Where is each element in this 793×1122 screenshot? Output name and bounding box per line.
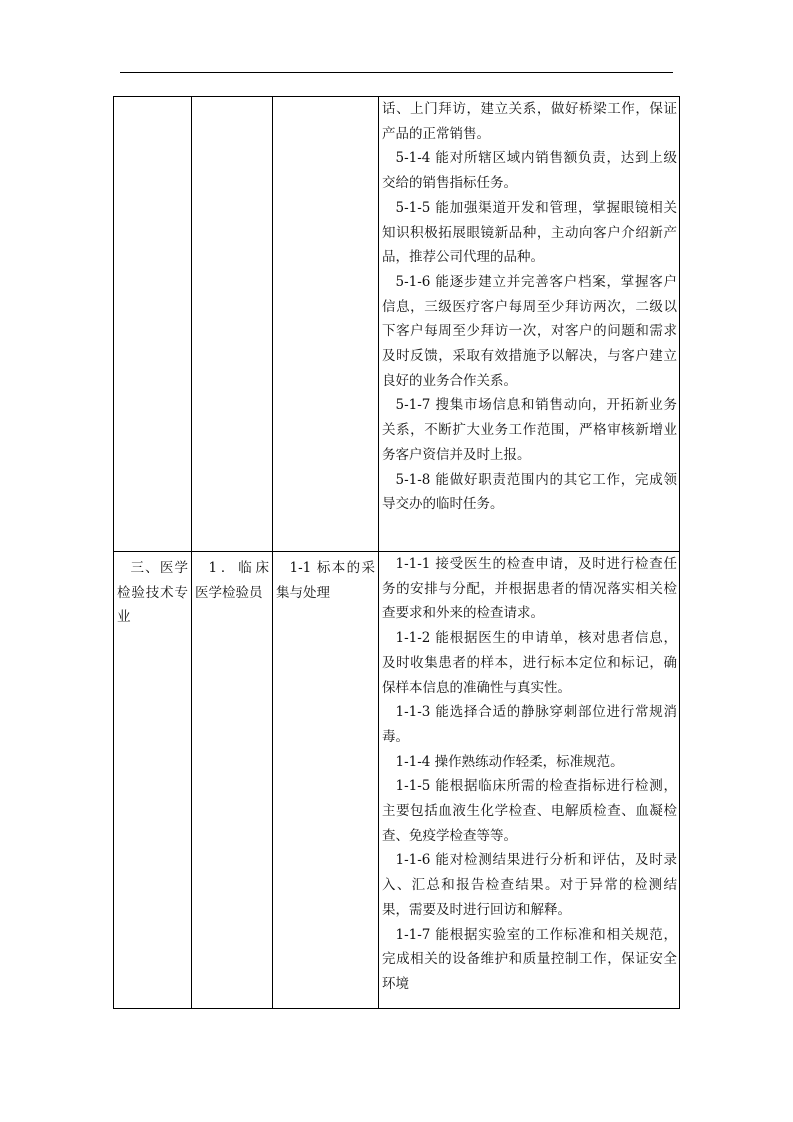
task-cell: 1-1 标本的采集与处理: [273, 552, 379, 1009]
major-cell: 三、医学检验技术专业: [114, 552, 192, 1009]
requirement-item: 5-1-5 能加强渠道开发和管理，掌握眼镜相关知识积极拓展眼镜新品种，主动向客户介绍新产品，推荐公司代理的品种。: [382, 199, 677, 266]
requirement-item: 1-1-1 接受医生的检查申请，及时进行检查任务的安排与分配，并根据患者的情况落实相关检查要求和外来的检查请求。: [382, 556, 677, 622]
header-rule: [120, 72, 673, 73]
requirement-item: 5-1-4 能对所辖区域内销售额负责，达到上级交给的销售指标任务。: [382, 150, 677, 192]
requirement-item: 5-1-8 能做好职责范围内的其它工作，完成领导交办的临时任务。: [382, 471, 677, 513]
requirement-item: 1-1-5 能根据临床所需的检查指标进行检测，主要包括血液生化学检查、电解质检查、血凝检查、免疫学检查等等。: [382, 778, 677, 844]
requirement-item: 1-1-4 操作熟练动作轻柔，标准规范。: [395, 753, 624, 770]
requirement-item: 1-1-6 能对检测结果进行分析和评估，及时录入、汇总和报告检查结果。对于异常的检测结果，需要及时进行回访和解释。: [382, 852, 677, 918]
position-cell: [192, 97, 273, 552]
requirement-item: 5-1-6 能逐步建立并完善客户档案，掌握客户信息，三级医疗客户每周至少拜访两次，二级以下客户每周至少拜访一次，对客户的问题和需求及时反馈，采取有效措施予以解决，与客户建立良好的业务合作关系。: [382, 273, 677, 389]
requirement-item: 5-1-7 搜集市场信息和销售动向，开拓新业务关系，不断扩大业务工作范围，严格审核新增业务客户资信并及时上报。: [382, 397, 677, 463]
task-cell: [273, 97, 379, 552]
position-cell: 1．临床医学检验员: [192, 552, 273, 1009]
table-row: [114, 97, 680, 552]
requirements-cell: [379, 97, 680, 552]
requirement-item: 1-1-3 能选择合适的静脉穿刺部位进行常规消毒。: [382, 704, 677, 745]
requirements-cell: [379, 552, 680, 1009]
requirement-item: 1-1-2 能根据医生的申请单，核对患者信息，及时收集患者的样本，进行标本定位和标记，确保样本信息的准确性与真实性。: [382, 630, 677, 696]
requirement-item: 1-1-7 能根据实验室的工作标准和相关规范，完成相关的设备维护和质量控制工作，保证安全环境: [382, 926, 677, 992]
requirements-table: [113, 96, 680, 1009]
table-row: [114, 552, 680, 1009]
major-cell: [114, 97, 192, 552]
requirement-item: 话、上门拜访，建立关系，做好桥梁工作，保证产品的正常销售。: [382, 101, 677, 142]
